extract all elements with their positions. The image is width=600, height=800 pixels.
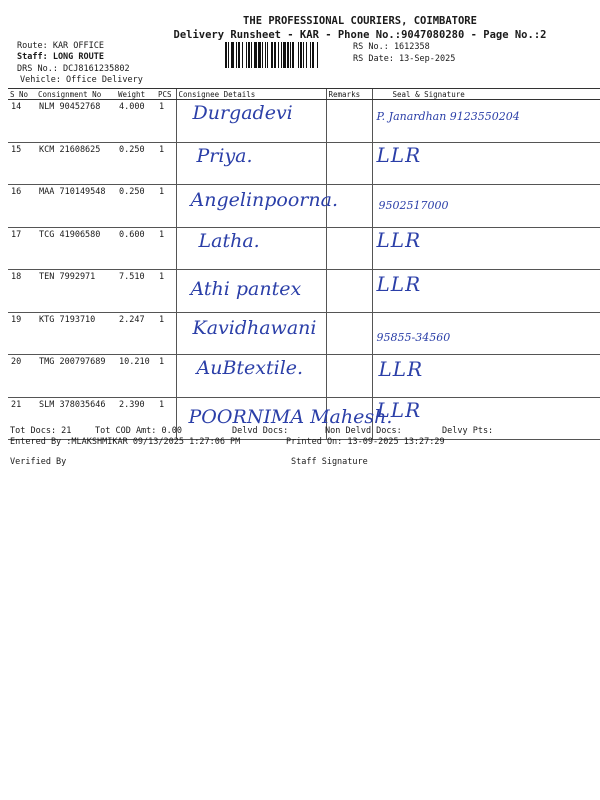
- consignee-handwriting: AuBtextile.: [196, 357, 304, 379]
- consignee-handwriting: Kavidhawani: [192, 316, 317, 339]
- tot-cod-amount: Tot COD Amt: 0.00: [95, 426, 182, 436]
- row-remarks: [326, 355, 372, 398]
- row-sno: 16: [8, 185, 36, 228]
- company-name: THE PROFESSIONAL COURIERS, COIMBATORE: [243, 15, 477, 27]
- route-label: Route: KAR OFFICE: [17, 41, 104, 51]
- row-consignment-no: TMG 200797689: [36, 355, 116, 398]
- row-weight: 2.390: [116, 397, 156, 440]
- row-sno: 14: [8, 100, 36, 143]
- row-weight: 0.250: [116, 185, 156, 228]
- signature-handwriting: LLR: [378, 357, 424, 381]
- row-remarks: [326, 227, 372, 270]
- row-weight: 4.000: [116, 100, 156, 143]
- row-pcs: 1: [156, 312, 176, 355]
- col-sno: S No: [8, 89, 36, 100]
- row-seal-signature: [372, 227, 600, 270]
- row-consignee: [176, 185, 338, 228]
- row-seal-signature: [372, 312, 600, 355]
- delivered-docs: Delvd Docs:: [232, 426, 289, 436]
- row-consignment-no: KTG 7193710: [36, 312, 116, 355]
- col-seal: Seal & Signature: [372, 89, 600, 100]
- signature-handwriting: LLR: [376, 397, 422, 422]
- consignee-handwriting: POORNIMA Mahesh.: [188, 405, 393, 428]
- row-consignee: [176, 142, 326, 185]
- barcode: [225, 42, 350, 68]
- consignee-handwriting: Latha.: [198, 229, 260, 252]
- col-consignment: Consignment No: [36, 89, 116, 100]
- table-header: [8, 89, 600, 100]
- row-pcs: 1: [156, 227, 176, 270]
- row-seal-signature: [372, 142, 600, 185]
- row-sno: 21: [8, 397, 36, 440]
- row-seal-signature: [372, 355, 600, 398]
- row-pcs: 1: [156, 142, 176, 185]
- row-consignment-no: NLM 90452768: [36, 100, 116, 143]
- row-consignee: [176, 227, 326, 270]
- col-pcs: PCS: [156, 89, 176, 100]
- table-row: [8, 185, 600, 228]
- tot-docs: Tot Docs: 21: [10, 426, 72, 436]
- row-sno: 19: [8, 312, 36, 355]
- col-weight: Weight: [116, 89, 156, 100]
- rs-date: RS Date: 13-Sep-2025: [353, 54, 456, 64]
- signature-handwriting: 9502517000: [378, 199, 449, 212]
- consignee-handwriting: Angelinpoorna.: [190, 189, 338, 211]
- verified-by: Verified By: [10, 457, 67, 467]
- row-pcs: 1: [156, 185, 176, 228]
- table-row: [8, 355, 600, 398]
- row-sno: 18: [8, 270, 36, 313]
- printed-on: Printed On: 13-09-2025 13:27:29: [286, 437, 445, 447]
- row-remarks: [326, 312, 372, 355]
- row-pcs: 1: [156, 355, 176, 398]
- row-seal-signature: [372, 270, 600, 313]
- row-consignee: [176, 100, 326, 143]
- row-consignment-no: KCM 21608625: [36, 142, 116, 185]
- signature-handwriting: P. Janardhan 9123550204: [376, 110, 520, 123]
- row-consignment-no: SLM 378035646: [36, 397, 116, 440]
- consignment-table: [8, 88, 600, 440]
- staff-signature: Staff Signature: [291, 457, 368, 467]
- delivery-points: Delvy Pts:: [442, 426, 494, 436]
- table-row: [8, 312, 600, 355]
- row-sno: 17: [8, 227, 36, 270]
- row-sno: 15: [8, 142, 36, 185]
- consignee-handwriting: Durgadevi: [192, 102, 293, 124]
- row-weight: 2.247: [116, 312, 156, 355]
- col-remarks: Remarks: [326, 89, 372, 100]
- table-row: [8, 270, 600, 313]
- entered-by: Entered By :MLAKSHMIKAR 09/13/2025 1:27:06 PM: [10, 437, 241, 447]
- drs-number: DRS No.: DCJ8161235802: [17, 64, 130, 74]
- consignee-handwriting: Priya.: [196, 144, 253, 167]
- non-delivered-docs: Non Delvd Docs:: [325, 426, 402, 436]
- consignee-handwriting: Athi pantex: [190, 278, 302, 300]
- row-remarks: [326, 270, 372, 313]
- row-seal-signature: [372, 185, 600, 228]
- row-consignment-no: MAA 710149548: [36, 185, 116, 228]
- table-row: [8, 142, 600, 185]
- row-pcs: 1: [156, 100, 176, 143]
- row-consignment-no: TEN 7992971: [36, 270, 116, 313]
- signature-handwriting: 95855-34560: [376, 330, 451, 344]
- row-consignee: [176, 355, 326, 398]
- signature-handwriting: LLR: [376, 227, 422, 252]
- row-consignee: [176, 312, 326, 355]
- row-weight: 10.210: [116, 355, 156, 398]
- row-pcs: 1: [156, 397, 176, 440]
- row-consignment-no: TCG 41906580: [36, 227, 116, 270]
- table-row: [8, 100, 600, 143]
- col-consignee: Consignee Details: [176, 89, 326, 100]
- row-weight: 0.250: [116, 142, 156, 185]
- row-weight: 7.510: [116, 270, 156, 313]
- signature-handwriting: LLR: [376, 272, 422, 296]
- row-sno: 20: [8, 355, 36, 398]
- row-weight: 0.600: [116, 227, 156, 270]
- row-remarks: [326, 100, 372, 143]
- rs-number: RS No.: 1612358: [353, 42, 430, 52]
- row-pcs: 1: [156, 270, 176, 313]
- runsheet-title: Delivery Runsheet - KAR - Phone No.:9047080280 - Page No.:2: [173, 29, 547, 41]
- signature-handwriting: LLR: [376, 142, 422, 167]
- row-consignee: [176, 270, 326, 313]
- row-remarks: [326, 142, 372, 185]
- vehicle-label: Vehicle: Office Delivery: [20, 75, 143, 85]
- row-seal-signature: [372, 100, 600, 143]
- staff-label: Staff: LONG ROUTE: [17, 52, 104, 62]
- table-row: [8, 227, 600, 270]
